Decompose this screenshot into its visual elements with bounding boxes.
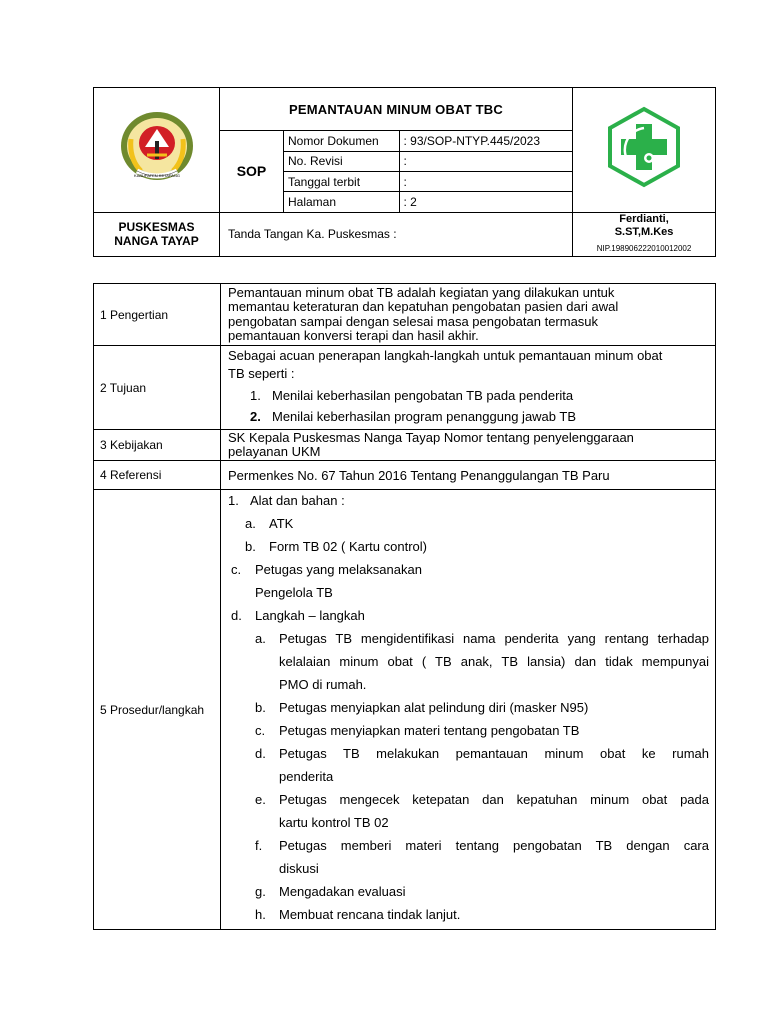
- meta-value: : 93/SOP-NTYP.445/2023: [399, 131, 573, 151]
- step-item: c. Petugas menyiapkan materi tentang pengobatan TB: [255, 723, 580, 738]
- step-item: d. Petugas TB melakukan pemantauan minum obat ke rumah penderita: [255, 746, 709, 784]
- head-of-puskesmas: [573, 212, 716, 256]
- sop-label: SOP: [220, 131, 284, 212]
- row-tujuan: [94, 346, 716, 430]
- tujuan-item: 1. Menilai keberhasilan pengobatan TB pada penderita: [250, 387, 574, 403]
- text-line: Pemantauan minum obat TB adalah kegiatan yang dilakukan untuk: [228, 284, 615, 300]
- puskesmas-logo-cell: [573, 88, 716, 213]
- meta-label: No. Revisi: [284, 151, 399, 171]
- step-item: g. Mengadakan evaluasi: [255, 884, 406, 899]
- row-referensi: [94, 461, 716, 490]
- signature-label: Tanda Tangan Ka. Puskesmas :: [220, 212, 573, 256]
- head-name-line-1: Ferdianti,: [619, 213, 669, 226]
- tujuan-text: [221, 346, 716, 430]
- section-label: 1 Pengertian: [94, 284, 221, 346]
- section-label: 2 Tujuan: [94, 346, 221, 430]
- kabupaten-logo-cell: [94, 88, 220, 213]
- document-meta-cell: [284, 131, 573, 212]
- step-item: e. Petugas mengecek ketepatan dan kepatuhan minum obat pada kartu kontrol TB 02: [255, 792, 709, 830]
- step-item: a. Petugas TB mengidentifikasi nama penderita yang rentang terhadap kelalaian minum obat ( TB anak, TB lansia) dan tidak mempunyai PMO di rumah.: [255, 631, 709, 692]
- meta-row-revisi: [284, 151, 573, 171]
- row-prosedur: [94, 490, 716, 930]
- sop-content-table: [93, 283, 716, 930]
- kabupaten-ketapang-logo: [117, 109, 197, 185]
- kebijakan-text: [221, 430, 716, 461]
- referensi-text: Permenkes No. 67 Tahun 2016 Tentang Penanggulangan TB Paru: [221, 461, 716, 490]
- prosedur-content: [221, 490, 716, 930]
- text-line: TB seperti :: [228, 365, 295, 381]
- meta-row-nomor: [284, 131, 573, 151]
- meta-label: Halaman: [284, 192, 399, 212]
- prosedur-item-d: d. Langkah – langkah: [231, 608, 365, 623]
- prosedur-item-1: 1. Alat dan bahan :: [228, 493, 345, 508]
- org-line-1: PUSKESMAS: [118, 220, 195, 235]
- sop-header-table: [93, 87, 716, 257]
- text-line: pemantauan konversi terapi dan hasil akhir.: [228, 328, 479, 343]
- meta-row-halaman: [284, 192, 573, 212]
- step-item: f. Petugas memberi materi tentang pengobatan TB dengan cara diskusi: [255, 838, 709, 876]
- text-line: memantau keteraturan dan kepatuhan pengobatan pasien dari awal: [228, 299, 619, 314]
- prosedur-item-c-sub: Pengelola TB: [255, 585, 333, 600]
- step-item: b. Petugas menyiapkan alat pelindung diri (masker N95): [255, 700, 589, 715]
- text-line: pelayanan UKM: [228, 444, 321, 459]
- prosedur-item-c: c. Petugas yang melaksanakan: [231, 562, 422, 577]
- meta-value: :: [399, 151, 573, 171]
- meta-row-tanggal: [284, 171, 573, 191]
- tujuan-item: 2. Menilai keberhasilan program penanggung jawab TB: [250, 408, 577, 424]
- section-label: 3 Kebijakan: [94, 430, 221, 461]
- section-label: 5 Prosedur/langkah: [94, 490, 221, 930]
- health-cross-logo: [606, 106, 682, 188]
- text-line: Sebagai acuan penerapan langkah-langkah untuk pemantauan minum obat: [228, 347, 663, 363]
- document-meta-table: [284, 131, 573, 211]
- org-line-2: NANGA TAYAP: [114, 234, 199, 249]
- organization-name: [94, 212, 220, 256]
- text-line: SK Kepala Puskesmas Nanga Tayap Nomor tentang penyelenggaraan: [228, 430, 634, 445]
- head-name-line-2: S.ST,M.Kes: [614, 226, 674, 239]
- row-pengertian: [94, 284, 716, 346]
- meta-label: Nomor Dokumen: [284, 131, 399, 151]
- document-title: PEMANTAUAN MINUM OBAT TBC: [220, 88, 573, 131]
- step-item: h. Membuat rencana tindak lanjut.: [255, 907, 461, 922]
- meta-value: : 2: [399, 192, 573, 212]
- section-label: 4 Referensi: [94, 461, 221, 490]
- head-nip: NIP.198906222010012002: [596, 244, 692, 254]
- meta-label: Tanggal terbit: [284, 171, 399, 191]
- text-line: pengobatan sampai dengan selesai masa pengobatan termasuk: [228, 313, 599, 329]
- tool-item: b. Form TB 02 ( Kartu control): [245, 539, 427, 554]
- pengertian-text: [221, 284, 716, 346]
- row-kebijakan: [94, 430, 716, 461]
- tool-item: a. ATK: [245, 516, 294, 531]
- svg-text:KABUPATEN KETAPANG: KABUPATEN KETAPANG: [133, 173, 180, 179]
- meta-value: :: [399, 171, 573, 191]
